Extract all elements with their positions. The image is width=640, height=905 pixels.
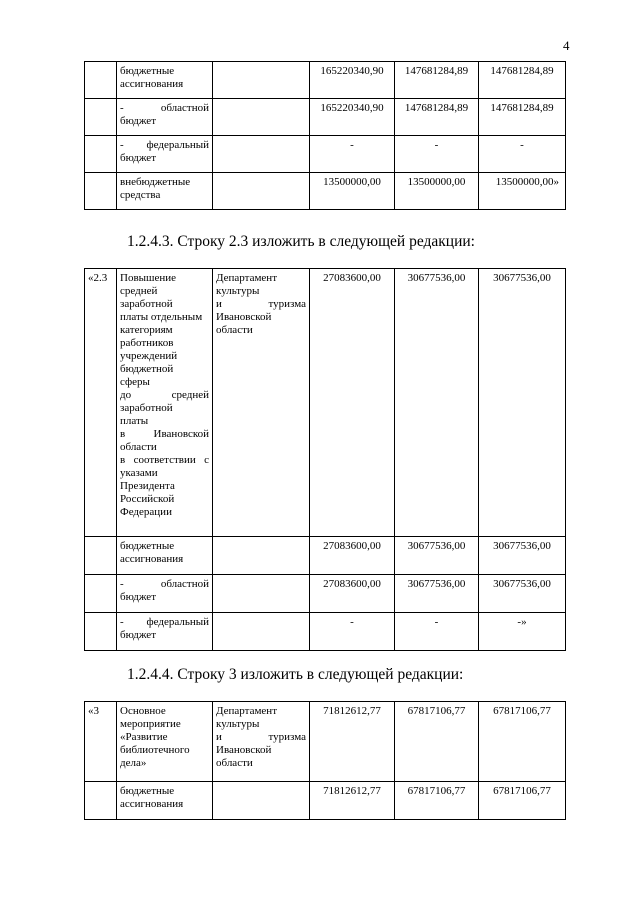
row-2-3-table xyxy=(84,268,566,651)
table-row xyxy=(85,99,566,136)
value-cell: 147681284,89 xyxy=(479,99,566,136)
value-cell: 147681284,89 xyxy=(395,62,479,99)
value-cell: 67817106,77 xyxy=(395,702,479,782)
value-cell: -» xyxy=(479,613,566,651)
row-label: - областной бюджет xyxy=(117,99,213,136)
value-cell: 27083600,00 xyxy=(310,269,395,537)
section-heading-1-2-4-4: 1.2.4.4. Строку 3 изложить в следующей редакции: xyxy=(127,666,464,683)
value-cell: 13500000,00 xyxy=(395,173,479,210)
row-label: - областной бюджет xyxy=(117,575,213,613)
row-3-table xyxy=(84,701,566,820)
value-cell: 67817106,77 xyxy=(395,782,479,820)
table-row xyxy=(85,782,566,820)
value-cell: 30677536,00 xyxy=(395,269,479,537)
value-cell: 27083600,00 xyxy=(310,575,395,613)
value-cell: 30677536,00 xyxy=(479,537,566,575)
value-cell: 67817106,77 xyxy=(479,782,566,820)
executor: Департамент культуры и туризма Ивановской области xyxy=(213,269,310,537)
row-label: бюджетные ассигнования xyxy=(117,782,213,820)
row-number: «2.3 xyxy=(85,269,117,537)
value-cell: - xyxy=(310,613,395,651)
table-row xyxy=(85,702,566,782)
table-row xyxy=(85,136,566,173)
value-cell: 165220340,90 xyxy=(310,62,395,99)
table-row xyxy=(85,269,566,537)
value-cell: 147681284,89 xyxy=(479,62,566,99)
value-cell: 147681284,89 xyxy=(395,99,479,136)
value-cell: 71812612,77 xyxy=(310,782,395,820)
value-cell: 30677536,00 xyxy=(479,575,566,613)
value-cell: 30677536,00 xyxy=(395,575,479,613)
section-heading-1-2-4-3: 1.2.4.3. Строку 2.3 изложить в следующей редакции: xyxy=(127,233,475,250)
value-cell: 13500000,00» xyxy=(479,173,566,210)
table-row xyxy=(85,613,566,651)
value-cell: 27083600,00 xyxy=(310,537,395,575)
value-cell: 165220340,90 xyxy=(310,99,395,136)
value-cell: 30677536,00 xyxy=(395,537,479,575)
row-label: - федеральный бюджет xyxy=(117,136,213,173)
measure-name: Основное мероприятие «Развитие библиотечного дела» xyxy=(117,702,213,782)
row-label: бюджетные ассигнования xyxy=(117,537,213,575)
value-cell: - xyxy=(310,136,395,173)
budget-table-continued xyxy=(84,61,566,210)
value-cell: - xyxy=(395,613,479,651)
row-label: внебюджетные средства xyxy=(117,173,213,210)
row-number: «3 xyxy=(85,702,117,782)
row-label: бюджетные ассигнования xyxy=(117,62,213,99)
value-cell: 67817106,77 xyxy=(479,702,566,782)
page-number: 4 xyxy=(563,38,570,53)
measure-name: Повышение средней заработной платы отдельным категориям работников учреждений бюджетной сферы до средней заработной платы в Ивановской области в соответствии с указами Президента Российской Федерации xyxy=(117,269,213,537)
value-cell: 71812612,77 xyxy=(310,702,395,782)
value-cell: - xyxy=(395,136,479,173)
value-cell: 13500000,00 xyxy=(310,173,395,210)
row-label: - федеральный бюджет xyxy=(117,613,213,651)
value-cell: - xyxy=(479,136,566,173)
table-row xyxy=(85,537,566,575)
executor: Департамент культуры и туризма Ивановской области xyxy=(213,702,310,782)
table-row xyxy=(85,173,566,210)
value-cell: 30677536,00 xyxy=(479,269,566,537)
table-row xyxy=(85,62,566,99)
table-row xyxy=(85,575,566,613)
